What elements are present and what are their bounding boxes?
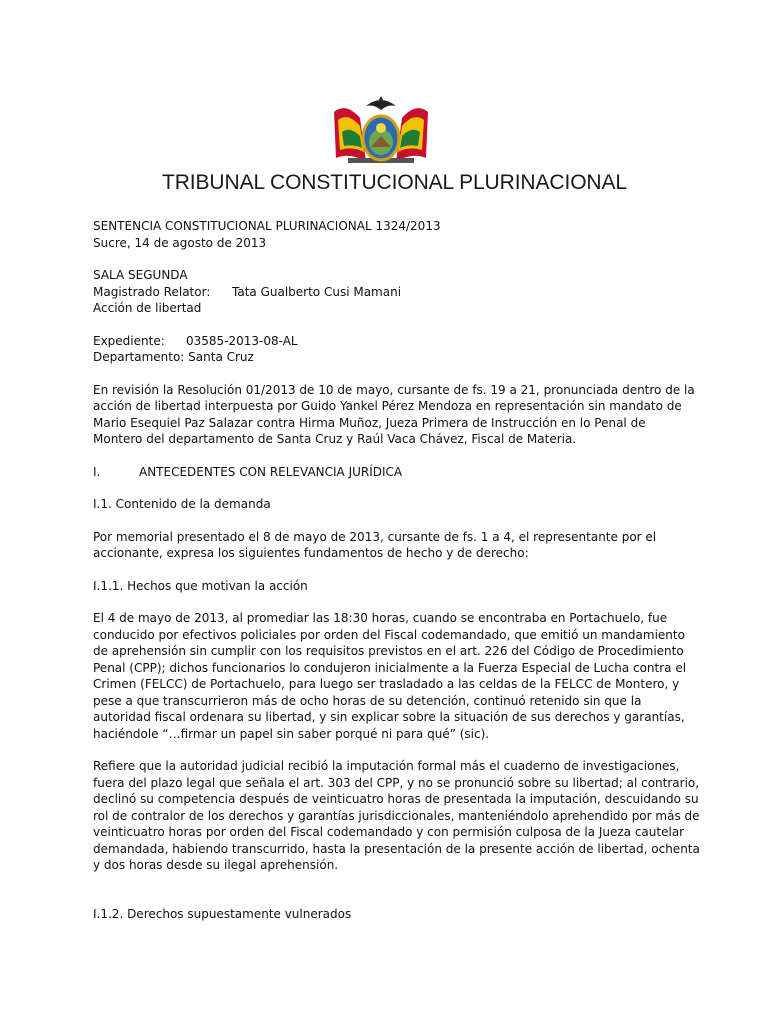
facts-line: autoridad fiscal ordenara su libertad, y sin explicar sobre la situación de sus derechos y garantías, [93, 710, 685, 724]
magistrate-line [93, 284, 683, 301]
file-line [93, 333, 683, 350]
bolivia-coat-of-arms-icon [326, 92, 436, 172]
refers-line: veinticuatro horas por orden del Fiscal codemandado y con permisión culposa de la Jueza cautelar [93, 825, 685, 839]
refers-line: fuera del plazo legal que señala el art. 303 del CPP, y no se pronunció sobre su libertad; al contrario, [93, 775, 700, 790]
intro-line: acción de libertad interpuesta por Guido Yankel Pérez Mendoza en representación sin mandato de [93, 399, 682, 413]
file-label: Expediente: [93, 333, 165, 348]
subsection-heading: I.1.1. Hechos que motivan la acción [93, 578, 308, 593]
refers-line: rol de contralor de los derechos y garantías jurisdiccionales, manteniéndolo aprehendido por más de [93, 808, 700, 823]
intro-paragraph [93, 382, 695, 448]
action-type: Acción de libertad [93, 301, 202, 315]
magistrate-name: Tata Gualberto Cusi Mamani [232, 284, 402, 299]
memorial-line: accionante, expresa los siguientes fundamentos de hecho y de derecho: [93, 546, 529, 560]
intro-line: Montero del departamento de Santa Cruz y Raúl Vaca Chávez, Fiscal de Materia. [93, 432, 577, 446]
facts-line: Crimen (FELCC) de Portachuelo, para luego ser trasladado a las celdas de la FELCC de Montero, y [93, 677, 680, 691]
memorial-line: Por memorial presentado el 8 de mayo de 2013, cursante de fs. 1 a 4, el representante por el [93, 529, 657, 544]
refers-paragraph [93, 758, 700, 874]
subsection-heading: I.1.2. Derechos supuestamente vulnerados [93, 906, 352, 921]
court-name-heading: TRIBUNAL CONSTITUCIONAL PLURINACIONAL [162, 171, 627, 194]
document-body [93, 218, 700, 922]
memorial-paragraph [93, 529, 683, 562]
refers-line: declinó su competencia después de veinticuatro horas de presentada la imputación, descuidando su [93, 792, 699, 806]
intro-line: Mario Esequiel Paz Salazar contra Hirma Muñoz, Jueza Primera de Instrucción en lo Penal de [93, 415, 646, 430]
facts-line: conducido por efectivos policiales por orden del Fiscal codemandado, que emitió un mandamiento [93, 627, 685, 642]
sentence-title: SENTENCIA CONSTITUCIONAL PLURINACIONAL 1324/2013 [93, 219, 441, 233]
facts-paragraph [93, 610, 687, 742]
section-heading [93, 464, 683, 481]
intro-line: En revisión la Resolución 01/2013 de 10 de mayo, cursante de fs. 19 a 21, pronunciada dentro de la [93, 382, 695, 397]
magistrate-label: Magistrado Relator: [93, 284, 211, 299]
refers-line: demandada, habiendo transcurrido, hasta la presentación de la presente acción de libertad, ochenta [93, 841, 700, 856]
facts-line: El 4 de mayo de 2013, al promediar las 18:30 horas, cuando se encontraba en Portachuelo, fue [93, 611, 668, 625]
facts-line: de aprehensión sin cumplir con los requisitos previstos en el art. 226 del Código de Procedimiento [93, 644, 684, 658]
facts-line: pese a que transcurrieron más de ocho horas de su detención, continuó retenido sin que la [93, 693, 642, 708]
section-number: I. [93, 464, 101, 479]
place-date: Sucre, 14 de agosto de 2013 [93, 235, 267, 250]
facts-line: haciéndole “…firmar un papel sin saber porqué ni para qué” (sic). [93, 726, 490, 741]
refers-line: Refiere que la autoridad judicial recibió la imputación formal más el cuaderno de investigaciones, [93, 759, 680, 773]
section-title: ANTECEDENTES CON RELEVANCIA JURÍDICA [139, 464, 403, 479]
facts-line: Penal (CPP); dichos funcionarios lo condujeron inicialmente a la Fuerza Especial de Lucha contra el [93, 660, 687, 675]
chamber: SALA SEGUNDA [93, 268, 188, 282]
department: Departamento: Santa Cruz [93, 350, 254, 364]
subsection-heading: I.1. Contenido de la demanda [93, 497, 271, 511]
refers-line: y dos horas desde su ilegal aprehensión. [93, 858, 339, 872]
file-number: 03585-2013-08-AL [186, 333, 298, 348]
